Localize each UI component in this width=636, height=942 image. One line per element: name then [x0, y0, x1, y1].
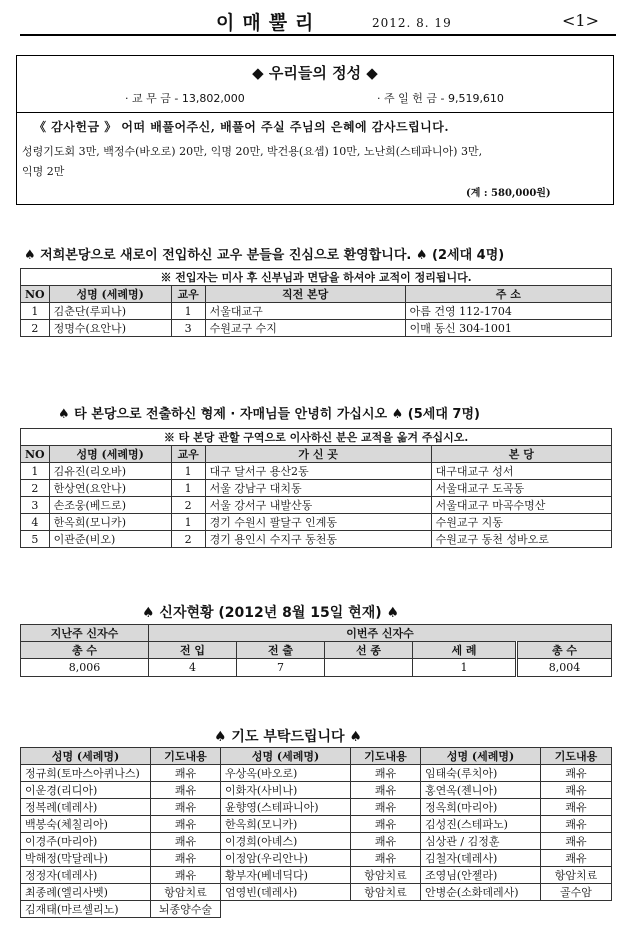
cell: 김성진(스테파노)	[421, 816, 541, 833]
cell: 수원교구 동천 성바오로	[431, 531, 611, 548]
prayer-table	[20, 747, 612, 918]
cell: 쾌유	[541, 816, 612, 833]
cell: 서울대교구 마곡수명산	[431, 497, 611, 514]
col-parish: 본 당	[431, 446, 611, 463]
col-no: NO	[21, 446, 50, 463]
cell: 박해정(막달레나)	[21, 850, 151, 867]
table-row	[21, 514, 612, 531]
col-name: 성명 (세례명)	[21, 748, 151, 765]
cell: 1	[171, 480, 205, 497]
table-row	[21, 816, 612, 833]
cell: 2	[171, 497, 205, 514]
table-row	[21, 497, 612, 514]
col-members: 교우	[171, 446, 205, 463]
newsletter-title: 이매뿔리	[216, 12, 322, 34]
cell: 최종례(엘리사벳)	[21, 884, 151, 901]
this-total-value: 8,004	[517, 659, 612, 677]
last-total-value: 8,006	[21, 659, 149, 677]
cell: 손조웅(베드로)	[49, 497, 171, 514]
cell: 쾌유	[151, 833, 221, 850]
col-out: 전 출	[237, 642, 325, 659]
cell: 골수암	[541, 884, 612, 901]
welcome-title: ♠ 저희본당으로 새로이 전입하신 교우 분들을 진심으로 환영합니다. ♠ (2세대 4명)	[24, 248, 505, 263]
col-request: 기도내용	[351, 748, 421, 765]
cell: 쾌유	[541, 833, 612, 850]
this-week-label: 이번주 신자수	[149, 625, 612, 642]
cell: 대구대교구 성서	[431, 463, 611, 480]
page-header	[20, 6, 616, 36]
cell: 쾌유	[151, 782, 221, 799]
cell: 2	[21, 320, 50, 337]
last-week-label: 지난주 신자수	[21, 625, 149, 642]
prayer-title: ♠ 기도 부탁드립니다 ♠	[214, 729, 362, 745]
cell: 백봉숙(체칠리아)	[21, 816, 151, 833]
cell: 이화자(사비나)	[221, 782, 351, 799]
offering-total: (계 : 580,000원)	[466, 188, 551, 199]
church-due: · 교 무 금 - 13,802,000	[125, 92, 245, 105]
issue-date: 2012. 8. 19	[372, 16, 452, 30]
cell: 김재태(마르셀리노)	[21, 901, 151, 918]
col-name: 성명 (세례명)	[221, 748, 351, 765]
cell: 김철자(데레사)	[421, 850, 541, 867]
sunday-offering: · 주 일 헌 금 - 9,519,610	[377, 92, 504, 105]
table-row	[21, 850, 612, 867]
donor-names-line2: 익명 2만	[22, 165, 65, 178]
col-baptism: 세 례	[413, 642, 517, 659]
donor-names-line1: 성령기도회 3만, 백정수(바오로) 20만, 익명 20만, 박건용(요셉) 10만, 노난희(스테파니아) 3만,	[22, 145, 483, 158]
col-request: 기도내용	[151, 748, 221, 765]
stats-title: ♠ 신자현황 (2012년 8월 15일 현재) ♠	[142, 605, 400, 621]
offering-divider	[16, 112, 614, 113]
col-this-total: 총 수	[517, 642, 612, 659]
cell: 심상관 / 김정훈	[421, 833, 541, 850]
col-death: 선 종	[325, 642, 413, 659]
col-prev-parish: 직전 본당	[205, 286, 405, 303]
cell: 한상연(요안나)	[49, 480, 171, 497]
col-address: 주 소	[405, 286, 611, 303]
col-request: 기도내용	[541, 748, 612, 765]
cell	[221, 901, 351, 918]
table-row	[21, 799, 612, 816]
table-row	[21, 782, 612, 799]
col-name: 성명 (세례명)	[421, 748, 541, 765]
cell: 서울 강서구 내발산동	[205, 497, 431, 514]
cell: 쾌유	[351, 782, 421, 799]
cell: 이운경(리디아)	[21, 782, 151, 799]
death-value	[325, 659, 413, 677]
cell: 항암치료	[151, 884, 221, 901]
cell: 경기 수원시 팔달구 인계동	[205, 514, 431, 531]
out-value: 7	[237, 659, 325, 677]
cell: 정복례(데레사)	[21, 799, 151, 816]
cell: 쾌유	[541, 765, 612, 782]
cell: 아름 건영 112-1704	[405, 303, 611, 320]
cell: 1	[21, 303, 50, 320]
col-name: 성명 (세례명)	[49, 286, 171, 303]
cell: 쾌유	[151, 867, 221, 884]
cell: 2	[21, 480, 50, 497]
cell: 수원교구 수지	[205, 320, 405, 337]
cell: 2	[171, 531, 205, 548]
cell: 임태숙(루치아)	[421, 765, 541, 782]
cell: 우상옥(바오로)	[221, 765, 351, 782]
cell: 정규희(토마스아퀴나스)	[21, 765, 151, 782]
cell: 서울대교구 도곡동	[431, 480, 611, 497]
col-name: 성명 (세례명)	[49, 446, 171, 463]
cell: 항암치료	[351, 884, 421, 901]
cell: 이매 동신 304-1001	[405, 320, 611, 337]
cell: 쾌유	[151, 799, 221, 816]
cell: 황부자(베네딕다)	[221, 867, 351, 884]
col-members: 교우	[171, 286, 205, 303]
cell: 쾌유	[151, 765, 221, 782]
farewell-table	[20, 428, 612, 548]
cell: 3	[171, 320, 205, 337]
cell: 이경희(아녜스)	[221, 833, 351, 850]
cell: 한옥희(모니카)	[221, 816, 351, 833]
thanks-title: 《 감사헌금 》 어떠 배풀어주신, 배풀어 주실 주님의 은혜에 감사드립니다.	[34, 120, 450, 134]
cell: 1	[171, 514, 205, 531]
cell: 정옥희(마리아)	[421, 799, 541, 816]
cell: 쾌유	[151, 816, 221, 833]
cell: 4	[21, 514, 50, 531]
cell: 이정암(우리안나)	[221, 850, 351, 867]
cell: 윤향영(스테파니아)	[221, 799, 351, 816]
cell: 쾌유	[351, 799, 421, 816]
cell: 항암치료	[541, 867, 612, 884]
stats-table	[20, 624, 612, 677]
in-value: 4	[149, 659, 237, 677]
page-number: <1>	[562, 11, 599, 30]
table-row	[21, 901, 612, 918]
cell: 이관준(비오)	[49, 531, 171, 548]
farewell-note: ※ 타 본당 관할 구역으로 이사하신 분은 교적을 옮겨 주십시오.	[21, 429, 612, 446]
cell: 수원교구 지동	[431, 514, 611, 531]
cell: 5	[21, 531, 50, 548]
cell: 이경주(마리아)	[21, 833, 151, 850]
cell: 1	[171, 463, 205, 480]
table-row	[21, 867, 612, 884]
table-row	[21, 765, 612, 782]
table-row	[21, 303, 612, 320]
cell	[541, 901, 612, 918]
baptism-value: 1	[413, 659, 517, 677]
cell: 쾌유	[351, 833, 421, 850]
offering-title: ◆ 우리들의 정성 ◆	[252, 64, 378, 82]
cell: 정정자(데레사)	[21, 867, 151, 884]
table-row	[21, 884, 612, 901]
cell: 쾌유	[541, 782, 612, 799]
cell: 1	[171, 303, 205, 320]
table-row	[21, 480, 612, 497]
cell: 쾌유	[351, 816, 421, 833]
cell: 뇌종양수술	[151, 901, 221, 918]
col-no: NO	[21, 286, 50, 303]
cell: 홍연옥(젠니아)	[421, 782, 541, 799]
cell	[351, 901, 421, 918]
cell: 김유진(리오바)	[49, 463, 171, 480]
cell	[421, 901, 541, 918]
cell: 서울 강남구 대치동	[205, 480, 431, 497]
col-last-total: 총 수	[21, 642, 149, 659]
cell: 1	[21, 463, 50, 480]
cell: 서울대교구	[205, 303, 405, 320]
cell: 3	[21, 497, 50, 514]
cell: 항암치료	[351, 867, 421, 884]
table-row	[21, 320, 612, 337]
col-destination: 가 신 곳	[205, 446, 431, 463]
welcome-table	[20, 268, 612, 337]
table-row	[21, 463, 612, 480]
cell: 조영님(안젤라)	[421, 867, 541, 884]
cell: 쾌유	[151, 850, 221, 867]
cell: 쾌유	[351, 850, 421, 867]
table-row	[21, 531, 612, 548]
table-row	[21, 833, 612, 850]
cell: 안병순(소화데레사)	[421, 884, 541, 901]
cell: 경기 용인시 수지구 동천동	[205, 531, 431, 548]
cell: 김춘단(루피나)	[49, 303, 171, 320]
farewell-title: ♠ 타 본당으로 전출하신 형제 · 자매님들 안녕히 가십시오 ♠ (5세대 7명)	[58, 407, 480, 422]
cell: 쾌유	[541, 850, 612, 867]
cell: 한옥희(모니카)	[49, 514, 171, 531]
welcome-note: ※ 전입자는 미사 후 신부님과 면담을 하셔야 교적이 정리됩니다.	[21, 269, 612, 286]
cell: 쾌유	[351, 765, 421, 782]
cell: 대구 달서구 용산2동	[205, 463, 431, 480]
cell: 쾌유	[541, 799, 612, 816]
col-in: 전 입	[149, 642, 237, 659]
cell: 정명수(요안나)	[49, 320, 171, 337]
cell: 엄영빈(데레사)	[221, 884, 351, 901]
